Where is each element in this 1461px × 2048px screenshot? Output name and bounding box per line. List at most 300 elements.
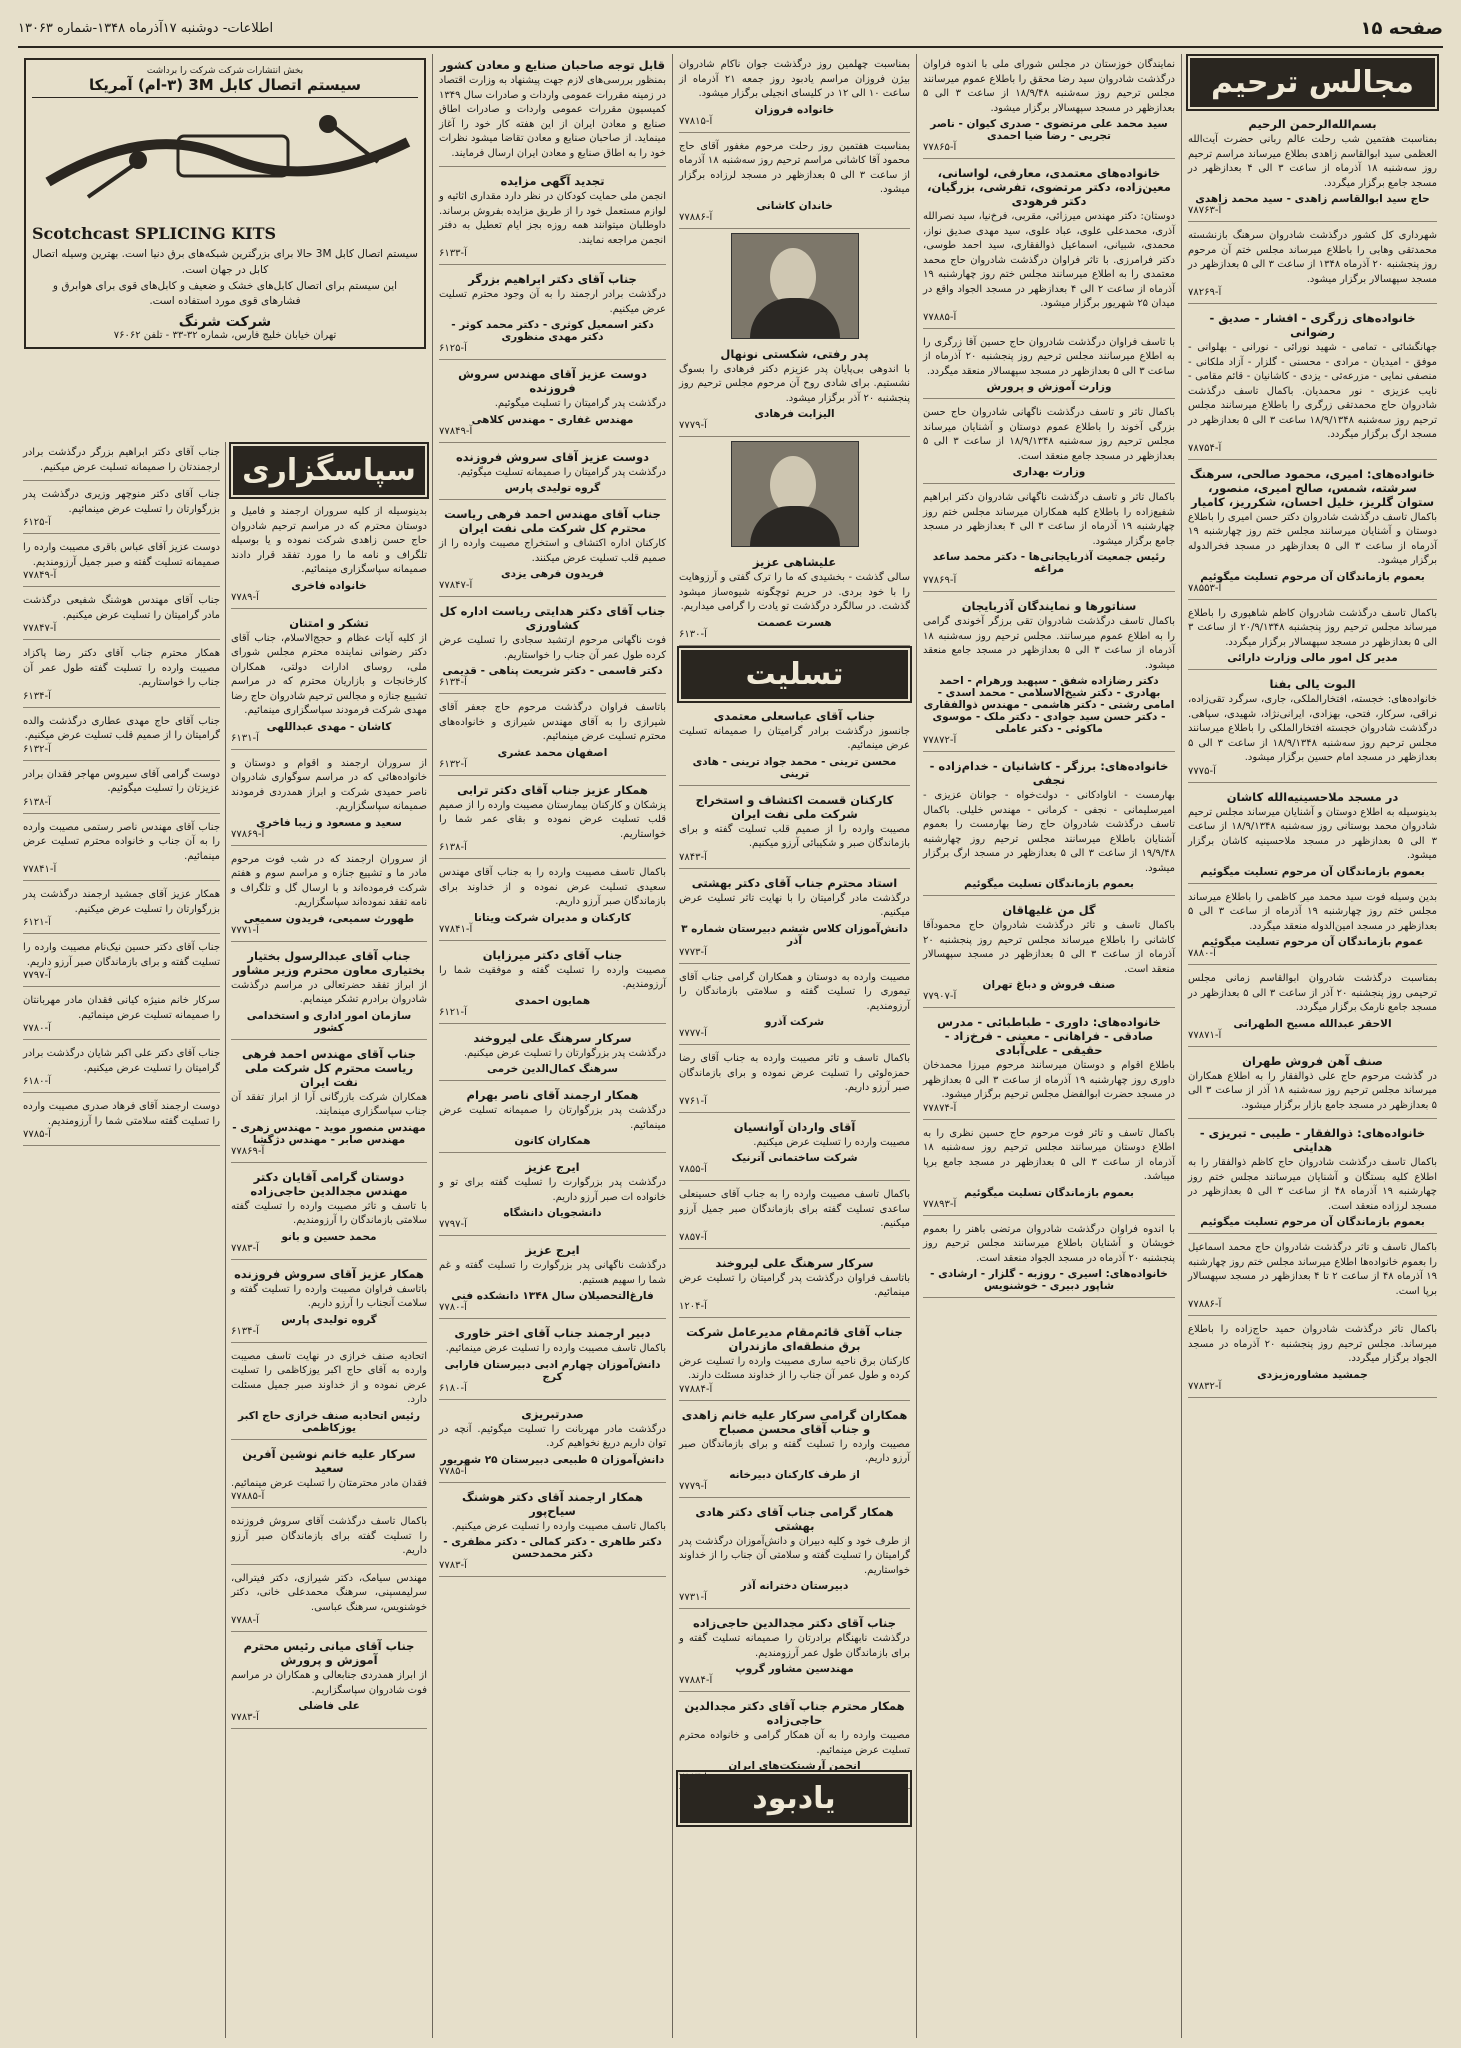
notice-code: آ-۷۸۵۷	[679, 1231, 707, 1243]
notice-title: جناب آقای مهندس احمد فرهی ریاست محترم کل شرکت ملی نفت ایران	[444, 507, 661, 535]
notice-signature: هسرت عصمت	[757, 616, 832, 629]
notice-signature: بعموم بازماندگان آن مرحوم تسلیت میگوئیم	[1200, 570, 1425, 583]
notice-code: آ-۷۷۶۱	[679, 1095, 707, 1107]
notice-item	[679, 1116, 910, 1182]
notice-title: جناب آقای مهندس احمد فرهی ریاست محترم کل شرکت ملی نفت ایران	[242, 1046, 416, 1089]
ad-product-name: Scotchcast SPLICING KITS	[32, 224, 277, 243]
notice-signature: الیزابت فرهادی	[754, 408, 835, 420]
notice-body: پزشکان و کارکنان بیمارستان مصیبت وارده را از صمیم قلب تسلیت عرض نموده و بقای عمر شما را خواستاریم.	[439, 799, 666, 840]
notice-item	[23, 990, 220, 1040]
notice-signature: خانواده‌ فاخری	[291, 579, 367, 592]
notice-item	[231, 1346, 427, 1440]
ad-address: تهران خیابان خلیج فارس، شماره ۳۲-۳۳ - تلفن ۷۶۰۶۲	[113, 330, 337, 341]
notice-title: دوست عزیز آقای سروش فروزنده	[455, 449, 650, 464]
notice-body: باتاسف فراوان درگذشت پدر گرامیتان را تسلیت عرض مینمائیم.	[679, 1272, 910, 1298]
notice-item	[23, 1043, 220, 1093]
notice-item	[679, 967, 910, 1046]
3m-cable-ad	[24, 58, 426, 349]
notice-body: از ابراز تفقد حضرتعالی در مراسم درگذشت شادروان برادرم تشکر مینمایم.	[231, 979, 427, 1005]
notice-body: باکمال تاسف و تاثر درگذشت شادروان حاج محمودآقا کاشانی را باطلاع میرساند مجلس ترحیم روز پنجشنبه ۲۰ آذرماه از ساعت ۳ الی ۵ بعدازظهر در مسجد سپهسالار منعقد است.	[923, 920, 1175, 975]
notice-item	[231, 1511, 427, 1565]
notice-title: علیشاهی عزیز	[752, 555, 837, 569]
notice-item	[1188, 1237, 1437, 1316]
notice-code: آ-۷۷۸۵	[23, 1129, 51, 1140]
notice-code: آ-۷۷۸۹	[231, 591, 259, 603]
notice-body: در گذشت مرحوم حاج علی ذوالفقار را به اطلاع همکاران میرساند مجلس ترحیم روز سه‌شنبه ۱۸ آذر از ساعت ۳ الی ۵ بعدازظهر در مسجد جامع بازار برگزار میشود.	[1188, 1070, 1437, 1111]
ad-top-note: بخش انتشارات شرکت شرکت را برداشت	[146, 66, 304, 76]
notice-item	[923, 899, 1175, 1008]
notice-body: باکمال تاسف مصیبت وارده را تسلیت عرض مینمائیم.	[445, 1343, 666, 1354]
notice-code: آ-۷۷۸۸۶	[1188, 1299, 1222, 1310]
notice-code: آ-۶۱۸۰	[439, 1382, 467, 1394]
notice-item	[231, 1043, 427, 1163]
notice-signature: همایون احمدی	[514, 994, 591, 1007]
notice-code: آ-۷۸۵۵	[679, 1164, 707, 1175]
notice-title: گل من غلیهاقان	[1002, 903, 1096, 917]
notice-item	[679, 1404, 910, 1498]
notice-body: درگذشت پدر گرامیتان را صمیمانه تسلیت میگوئیم.	[457, 466, 666, 478]
notice-item	[231, 1635, 427, 1729]
notice-code: آ-۷۷۸۸۶	[679, 211, 713, 223]
notice-body: باکمال تاسف درگذشت آقای سروش فروزنده را تسلیت گفته برای بازماندگان صبر آرزو داریم.	[231, 1516, 427, 1556]
notice-item	[23, 590, 220, 640]
notice-item	[231, 945, 427, 1040]
notice-title: جناب آقای دکتر میرزایان	[482, 947, 623, 962]
notice-signature: بعموم بازماندگان تسلیت میگوئیم	[964, 878, 1134, 890]
notice-code: آ-۷۷۸۰	[439, 1302, 467, 1313]
notice-item	[231, 1443, 427, 1509]
notice-item	[439, 170, 666, 265]
column-2	[916, 54, 1181, 2038]
notice-item	[923, 755, 1175, 896]
notice-item	[439, 944, 666, 1024]
notice-title: دوست عزیز آقای مهندس سروش فروزنده	[458, 367, 647, 395]
notice-title: پدر رفتی، شکستی نونهال	[720, 346, 869, 361]
notice-code: آ-۷۷۹۷	[23, 970, 51, 981]
notice-signature: بعموم بازماندگان تسلیت میگوئیم	[964, 1186, 1134, 1199]
notice-body: جناب آقای دکتر حسین نیک‌نام مصیبت وارده را تسلیت گفته و برای بازماندگان صبر آرزو داریم.	[23, 942, 220, 968]
notice-body: مصیبت وارده را تسلیت گفته و موفقیت شما را آرزومندیم.	[439, 964, 666, 990]
notice-body: سرکار خانم منیژه کیانی فقدان مادر مهربانتان را صمیمانه تسلیت عرض مینمائیم.	[23, 995, 220, 1021]
notice-item	[439, 600, 666, 694]
notice-body: بدین وسیله فوت سید محمد میر کاظمی را باطلاع میرساند مجلس ختم روز چهارشنبه ۱۹ آذرماه از ساعت ۳ الی ۵ بعدازظهر در مسجد امین‌الدوله منعقد میگردد.	[1188, 891, 1437, 932]
notice-item	[1188, 968, 1437, 1047]
notice-body: بمناسبت چهلمین روز درگذشت جوان ناکام شادروان بیژن فروزان مراسم یادبود روز جمعه ۲۱ آذرماه از ساعت ۱۰ الی ۱۲ در کلیسای انجیلی برگزار میشود.	[679, 59, 910, 99]
ad-body-2: این سیستم برای اتصال کابل‌های خشک و ضعیف و کابل‌های قوی برای هوابرق و فشارهای قوی مورد استفاده است.	[52, 279, 398, 308]
notice-code: آ-۷۸۸۰	[1188, 948, 1216, 959]
notice-title: خانواده‌های زرگری - افشار - صدیق - رضوانی	[1209, 311, 1416, 339]
section-header-sepasgozari: سپاسگزاری	[233, 446, 425, 495]
notice-list	[1188, 113, 1437, 1398]
notice-code: آ-۷۸۵۵۳	[1188, 582, 1222, 594]
ad-body: سیستم اتصال کابل 3M حالا برای بزرگترین شبکه‌های برق دنیا است. بهترین وسیله اتصال کابل در جهان است.	[32, 248, 418, 276]
notice-item	[23, 1096, 220, 1146]
notice-item	[679, 136, 910, 229]
notice-item	[679, 54, 910, 133]
notice-signature: دانش‌آموزان ۵ طبیعی دبیرستان ۲۵ شهریور	[440, 1453, 665, 1466]
notice-title: آقای واردان آوانسیان	[733, 1119, 856, 1134]
notice-code: آ-۷۷۸۹۳	[923, 1198, 957, 1210]
notice-title: سرکار سرهنگ علی لیروخند	[473, 1030, 632, 1045]
notice-signature: سازمان امور اداری و استخدامی کشور	[246, 1009, 412, 1034]
notice-item	[439, 54, 666, 167]
notice-code: آ-۷۷۷۹	[679, 420, 707, 431]
notice-body: همکاران شرکت بازرگانی آرا از ابراز تفقد آن جناب سپاسگزاری مینمایند.	[231, 1091, 427, 1117]
notice-item	[679, 1048, 910, 1113]
notice-item	[923, 1011, 1175, 1120]
notice-title: همکاران گرامی سرکار علیه خانم زاهدی و جناب آقای محسن مصباح	[681, 1407, 908, 1436]
notice-item	[923, 54, 1175, 159]
notice-code: آ-۷۷۸۳	[231, 1242, 259, 1254]
notice-signature: رئیس اتحادیه صنف خرازی حاج اکبر یوزکاظمی	[237, 1409, 421, 1434]
notice-code: آ-۶۱۳۳	[439, 248, 467, 259]
notice-code: آ-۷۷۸۴۷	[23, 623, 57, 634]
notice-signature: وزارت بهداری	[1012, 466, 1086, 478]
notice-code: آ-۶۱۲۵	[439, 343, 467, 354]
notice-signature: علی فاضلی	[298, 1700, 360, 1712]
notice-signature: مهندس غفاری - مهندس کلاهی	[471, 413, 634, 426]
notice-code: آ-۷۷۸۴۷	[439, 580, 473, 591]
notice-body: با تاسف فراوان درگذشت شادروان حاج حسین آقا زرگری را به اطلاع میرسانند مجلس ترحیم روز پنجشنبه ۲۰ آذرماه از ساعت ۳ الی ۵ بعدازظهر در مسجد سپهسالار منعقد میگردد.	[923, 336, 1175, 377]
ad-company: شرکت شرنگ	[178, 314, 272, 330]
notice-code: آ-۷۷۸۶۹	[923, 575, 957, 586]
notice-signature: صنف فروش و دباغ تهران	[982, 979, 1116, 991]
notice-signature: الاحقر عبدالله مسیح الطهرانی	[1233, 1017, 1392, 1030]
ad-title: سیستم اتصال کابل 3M (۳-ام) آمریکا	[32, 76, 418, 98]
notice-signature: دانش‌آموزان کلاس ششم دبیرستان شماره ۳ آذر	[681, 922, 908, 947]
notice-body: باطلاع اقوام و دوستان میرسانند مرحوم میرزا محمدخان داوری روز چهارشنبه ۱۹ آذرماه از ساعت ۳ الی ۵ بعدازظهر در مسجد حضرت ابوالفضل مجلس ترحیم برگزار میشود.	[923, 1060, 1175, 1100]
notice-title: سرکار سرهنگ علی لیروخند	[715, 1255, 874, 1270]
notice-body: بمنظور بررسی‌های لازم جهت پیشنهاد به وزارت اقتصاد در زمینه مقررات عمومی واردات و صادرات سال ۱۳۴۹ کمیسیون مقررات عمومی واردات و صادرات اطاق صنایع و معادن ایران از این هفته کار خود را آغاز مینماید. از صاحبان صنایع و معادن تقاضا میشود نظرات خود را به اطاق صنایع و معادن ایران ارسال فرمایند.	[439, 75, 666, 159]
notice-code: آ-۷۷۸۸۵	[231, 1491, 265, 1502]
notice-signature: محمد حسین و بانو	[281, 1230, 377, 1243]
notice-title: صدرتبریزی	[521, 1406, 584, 1421]
notice-title: سرکار علیه خانم نوشین آفرین سعید	[242, 1446, 416, 1475]
notice-signature: فریدون فرهی یزدی	[500, 568, 604, 580]
notice-code: آ-۶۱۲۱	[23, 917, 51, 928]
notice-body: با تاسف و تاثر مصیبت وارده را تسلیت گفته سلامتی بازماندگان را آرزومندیم.	[231, 1200, 427, 1226]
notice-title: جناب آقای دکتر ابراهیم بزرگر	[468, 272, 637, 286]
notice-body: از سروران ارجمند که در شب فوت مرحوم مادر ما و تشییع جنازه و مراسم سوم و هفتم شرکت فرموده‌اند و با ارسال گل و تلگراف و نامه تفقد نموده‌اند سپاسگزاریم.	[231, 853, 427, 908]
notice-body: درگذشت مادر گرامیتان را با نهایت تاثر تسلیت عرض میکنیم.	[679, 892, 910, 918]
notice-body: باکمال تاسف درگذشت شادروان تقی برزگر آخوندی گرامی را به اطلاع عموم میرسانند. مجلس ترحیم روز سه‌شنبه ۱۸ آذرماه از ساعت ۳ الی ۵ بعدازظهر در مسجد جامع منعقد میشود.	[923, 616, 1175, 671]
notice-code: آ-۷۷۹۷	[439, 1219, 467, 1230]
notice-title: خانواده‌های: ذوالفقار - طیبی - تبریزی - هدایتی	[1199, 1126, 1426, 1154]
notice-code: آ-۷۸۴۳	[679, 851, 707, 863]
notice-item	[1188, 1050, 1437, 1120]
notice-item	[679, 705, 910, 786]
notice-signature: مهندس منصور موید - مهندس زهری - مهندس صابر - مهندس دژگشا	[232, 1121, 426, 1146]
notice-body: باکمال تاسف مصیبت وارده را به جناب آقای مهندس سعیدی تسلیت عرض نموده و از خداوند برای بازماندگان صبر آرزو داریم.	[439, 867, 666, 907]
notice-item	[231, 501, 427, 609]
notice-item	[439, 1156, 666, 1236]
notice-body: از سروران ارجمند و اقوام و دوستان و خانواده‌هائی که در مراسم سوگواری شادروان ناصر حمیدی شرکت و ابراز همدردی فرمودند صمیمانه سپاسگزاریم.	[231, 757, 427, 812]
notice-body: باکمال تاسف درگذشت شادروان حاج کاظم ذوالفقار را به اطلاع کلیه بستگان و آشنایان میرسانند مجلس ختم روز چهارشنبه ۱۹ آذرماه ۴۸ از ساعت ۳ الی ۵ بعدازظهر در مسجد لرزاده منعقد است.	[1188, 1157, 1437, 1212]
masthead	[18, 10, 1443, 48]
notice-body: جناب آقای مهندس هوشنگ شفیعی درگذشت مادر گرامیتان را تسلیت عرض میکنیم.	[23, 595, 220, 621]
notice-body: سالی گذشت - بخشیدی که ما را ترک گفتی و آرزوهایت را با خود بردی. در حریم توچگونه شیوه‌ساز میشود گذشت. در سالگرد درگذشت تو یادت را گرامی میداریم.	[679, 572, 910, 612]
notice-title: قابل توجه صاحبان صنایع و معادن کشور	[439, 58, 666, 72]
notice-body: باتاسف فراوان مصیبت وارده را تسلیت گفته و سلامت آنجناب را آرزو داریم.	[231, 1283, 427, 1309]
notice-signature: همکاران کانون	[514, 1135, 591, 1147]
notice-signature: طهورث سمیعی، فریدون سمیعی	[243, 912, 415, 925]
notice-signature: حاج سید ابوالقاسم زاهدی - سید محمد زاهدی	[1195, 193, 1430, 205]
notice-item	[23, 537, 220, 587]
notice-item	[439, 862, 666, 941]
notice-title: جناب آقای میانی رئیس محترم آموزش و پرورش	[243, 1639, 415, 1667]
column-6-right	[225, 442, 432, 2038]
notice-signature: دکتر رضازاده شفق - سپهبد ورهرام - احمد بهادری - دکتر شیخ‌الاسلامی - محمد اسدی - امامی رشتی - دکتر هاشمی - مهندس ذوالفقاری - دکتر حسن سید جوادی - دکتر ملک - موسوی ماکوئی - دکتر عاملی	[923, 675, 1175, 735]
notice-body: همکار عزیز آقای جمشید ارجمند درگذشت پدر بزرگوارتان را تسلیت عرض میکنیم.	[23, 889, 220, 915]
notice-signature: فارغ‌التحصیلان سال ۱۳۴۸ دانشکده فنی	[451, 1290, 654, 1302]
notice-item	[23, 817, 220, 882]
notice-title: دوستان گرامی آقایان دکتر مهندس مجدالدین حاجی‌زاده	[250, 1169, 408, 1198]
notice-signature: کاشان - مهدی عبداللهی	[266, 720, 392, 733]
notice-title: کارکنان قسمت اکتشاف و استخراج شرکت ملی نفت ایران	[695, 792, 894, 821]
yadbood-block	[672, 1770, 916, 1829]
notice-title: ایرج عزیز	[525, 1160, 580, 1174]
notice-title: ایرج عزیز	[525, 1243, 580, 1257]
notice-code: آ-۷۷۸۶۹	[231, 1145, 265, 1157]
notice-code: آ-۷۷۸۸۴	[679, 1383, 713, 1395]
notice-item	[1188, 1122, 1437, 1234]
notice-item	[23, 643, 220, 708]
notice-body: با اندوه فراوان درگذشت شادروان مرتضی باهنر را بعموم خویشان و آشنایان باطلاع میرسانند مجلس ترحیم روز پنجشنبه ۲۰ آذرماه در مسجد الجواد منعقد است.	[923, 1223, 1175, 1264]
notice-signature: اصفهان محمد عشری	[497, 746, 608, 759]
notice-code: آ-۷۷۷۱	[231, 924, 259, 936]
notice-body: باکمال تاسف درگذشت شادروان کاظم شاهپوری را باطلاع میرساند مجلس ترحیم روز پنجشنبه ۲۰/۹/۱۳۴۸ از ساعت ۳ الی ۵ بعدازظهر در مسجد سپهسالار برگزار میگردد.	[1188, 607, 1437, 648]
notice-body: از طرف خود و کلیه دبیران و دانش‌آموزان درگذشت پدر گرامیتان را تسلیت گفته و سلامتی آن جناب را از خداوند خواستاریم.	[679, 1535, 910, 1576]
notice-body: باکمال تاسف و تاثر فوت مرحوم حاج حسین نظری را به اطلاع دوستان میرسانند مجلس ترحیم روز سه‌شنبه ۱۸ آذرماه از ساعت ۳ الی ۵ بعدازظهر در مسجد جامع برپا میباشد.	[923, 1127, 1175, 1182]
notice-body: فوت ناگهانی مرحوم ارتشبد سجادی را تسلیت عرض کرده طول عمر آن جناب را خواستاریم.	[439, 635, 666, 661]
notice-body: بدینوسیله از کلیه سروران ارجمند و فامیل و دوستان محترم که در مراسم ترحیم شادروان حاج حسن زاهدی شرکت نموده و یا بوسیله تلگراف و نامه ما را مورد تفقد قرار دادند صمیمانه سپاسگزاری مینمائیم.	[231, 506, 427, 575]
notice-item	[1188, 463, 1437, 600]
notice-body: دوست گرامی آقای سیروس مهاجر فقدان برادر عزیزتان را تسلیت میگوئیم.	[23, 768, 220, 794]
issue-info: اطلاعات- دوشنبه ۱۷آذرماه ۱۳۴۸-شماره ۱۳۰۶۳	[18, 20, 274, 36]
notice-list	[679, 705, 910, 1790]
notice-code: آ-۷۷۸۷۲	[923, 735, 957, 746]
notice-body: جانسوز درگذشت برادر گرامیتان را صمیمانه تسلیت عرض مینمائیم.	[679, 725, 910, 751]
notice-title: همکار ارجمند آقای ناصر بهرام	[466, 1088, 639, 1102]
notice-body: اتحادیه صنف خرازی در نهایت تاسف مصیبت وارده به آقای حاج اکبر یوزکاظمی را تسلیت عرض نموده و از خداوند صبر جمیل مسئلت دارد.	[231, 1350, 427, 1405]
notice-body: نمایندگان خوزستان در مجلس شورای ملی با اندوه فراوان درگذشت شادروان سید رضا محقق را باطلاع عموم میرسانند مجلس ترحیم روز سه‌شنبه ۱۸/۹/۴۸ از ساعت ۳ الی ۵ بعدازظهر در مسجد سپهسالار برگزار میشود.	[923, 59, 1176, 114]
notice-code: آ-۷۷۸۱۵	[679, 115, 713, 127]
notice-body: دوست ارجمند آقای فرهاد صدری مصیبت وارده را تسلیت گفته سلامتی شما را آرزومندیم.	[23, 1101, 220, 1127]
newspaper-page	[18, 10, 1443, 2038]
notice-code: آ-۷۷۸۶۵	[923, 142, 957, 153]
notice-code: آ-۶۱۳۴	[439, 677, 467, 688]
notice-item	[439, 268, 666, 360]
notice-list	[23, 442, 220, 1146]
notice-item	[923, 402, 1175, 484]
notice-title: دبیر ارجمند جناب آقای اختر خاوری	[454, 1326, 651, 1340]
column-6	[18, 442, 432, 2038]
column-4	[432, 54, 672, 2038]
notice-code: آ-۷۷۸۴۱	[439, 923, 473, 935]
notice-signature: شرکت آذرو	[764, 1016, 825, 1028]
notice-title: جناب آقای عبدالرسول بختیار بختیاری معاون محترم وزیر مشاور	[232, 948, 426, 977]
notice-body: درگذشت پدر گرامیتان را تسلیت میگوئیم.	[494, 398, 666, 409]
notice-item	[1188, 603, 1437, 671]
portrait-photo	[731, 441, 859, 547]
notice-code: آ-۶۱۳۰	[679, 628, 707, 640]
notice-title: تشکر و امتنان	[289, 615, 369, 630]
notice-body: مصیبت وارده را تسلیت عرض میکنیم.	[753, 1136, 910, 1148]
notice-code: آ-۱۲۰۴	[679, 1300, 707, 1312]
notice-code: آ-۷۷۸۳	[439, 1560, 467, 1571]
notice-item	[231, 849, 427, 942]
notice-item	[439, 1486, 666, 1578]
notice-signature: دانش‌آموزان چهارم ادبی دبیرستان فارابی کرج	[444, 1358, 661, 1383]
notice-body: جهانگشائی - تمامی - شهید نورائی - نورانی - بهلوانی - موفق - امیدیان - مرادی - محسنی - گلزار - آزاد ملکانی - منصفی نمایی - مزرعه‌ئی - یزدی - کاشانیان - قائم مقامی - نایب عزیزی - نور محمدیان. باکمال تاسف درگذشت شادروان حاج محمدتقی زرگری را باطلاع میرسانند مجلس ترحیم روز سه‌شنبه ۱۸/۹/۱۳۴۸ ساعت ۳ الی ۵ بعدازظهر در مسجد ارگ برگزار میگردد.	[1188, 342, 1437, 440]
notice-list	[231, 501, 427, 1729]
notice-title: در مسجد ملاحسینیه‌الله کاشان	[1226, 789, 1399, 804]
notice-item	[231, 612, 427, 750]
notice-body: مهندس سیامک، دکتر شیرازی، دکتر فیترالی، سرلیمسپنی، سرهنگ محمد‌علی خانی، دکتر خوشنویس، سرهنگ عباسی.	[231, 1572, 427, 1613]
notice-signature: از طرف کارکنان دبیرخانه	[729, 1468, 860, 1481]
notice-signature: سید محمد علی مرتضوی - صدری کیوان - ناصر تجریی - رضا ضیا احمدی	[930, 118, 1168, 142]
notice-signature: مهندسین مشاور گروپ	[735, 1663, 854, 1675]
notice-item	[231, 753, 427, 846]
notice-body: جناب آقای دکتر علی اکبر شایان درگذشت برادر گرامیتان را تسلیت عرض میکنیم.	[23, 1048, 220, 1074]
notice-signature: دکتر طاهری - دکتر کمالی - دکتر مظفری - دکتر محمدحسن	[443, 1536, 662, 1560]
notice-title: همکار عزیز آقای سروش فروزنده	[234, 1266, 424, 1281]
notice-list	[679, 54, 910, 229]
notice-item	[439, 363, 666, 443]
notice-title: همکار عزیز جناب آقای دکتر ترابی	[457, 782, 648, 797]
notice-body: درگذشت پدر بزرگوارتان را تسلیت عرض میکنیم.	[463, 1047, 666, 1059]
column-1	[1181, 54, 1443, 2038]
notice-body: انجمن ملی حمایت کودکان در نظر دارد مقداری اثاثیه و لوازم مستعمل خود را از طریق مزایده بفروش برساند. داوطلبان میتوانند همه روزه بجز ایام تعطیل به دفتر انجمن مراجعه نمایند.	[439, 191, 666, 246]
notice-body: جناب آقای دکتر ابراهیم بزرگر درگذشت برادر ارجمندتان را صمیمانه تسلیت عرض میکنیم.	[23, 447, 220, 473]
notice-body: باکمال تاسف مصیبت وارده را تسلیت عرض میکنیم.	[451, 1520, 666, 1532]
notice-item	[679, 789, 910, 869]
notice-code: آ-۷۷۸۸	[231, 1615, 259, 1626]
notice-body: همکار محترم جناب آقای دکتر رضا پاکزاد مصیبت وارده را تسلیت گفته طول عمر آن جناب را خواستاریم.	[23, 648, 220, 688]
notice-item	[231, 1263, 427, 1343]
notice-item	[1188, 307, 1437, 460]
section-header-yadbood: یادبود	[680, 1774, 908, 1823]
notice-item	[679, 1612, 910, 1692]
notice-title: همکار ارجمند آقای دکتر هوشنگ سیاح‌پور	[462, 1489, 643, 1518]
notice-title: جناب آقای عباسعلی معتمدی	[713, 708, 876, 723]
portrait-photo	[731, 233, 859, 339]
notice-code: آ-۶۱۳۲	[439, 758, 467, 770]
notice-title: خانواده‌های: برزگر - کاشانیان - خدام‌زاده - نجفی	[929, 759, 1169, 787]
notice-item	[231, 1166, 427, 1260]
notice-body: باکمال تاسف مصیبت وارده را به جناب آقای حسینعلی ساعدی تسلیت گفته برای بازماندگان صبر جمیل آرزو میکنیم.	[679, 1189, 910, 1229]
notice-signature: بعموم بازماندگان آن مرحوم تسلیت میگوئیم	[1200, 1216, 1425, 1228]
notice-signature: عموم بازماندگان آن مرحوم تسلیت میگوئیم	[1201, 936, 1424, 948]
notice-item	[439, 697, 666, 776]
notice-title: بسم‌الله‌الرحمن الرحیم	[1248, 117, 1377, 131]
notice-body: درگذشت پدر بزرگوارتان را صمیمانه تسلیت عرض مینمائیم.	[439, 1105, 666, 1131]
notice-body: جناب آقای مهندس ناصر رستمی مصیبت وارده را به آن جناب و خانواده محترم تسلیت عرض مینمائیم.	[23, 821, 220, 862]
notice-signature: محسن ترینی - محمد جواد ترینی - هادی ترینی	[692, 755, 897, 780]
notice-signature: دکتر اسمعیل کوثری - دکتر محمد کوثر - دکتر مهدی منظوری	[451, 319, 654, 343]
notice-list	[439, 54, 666, 1577]
notice-item	[1188, 887, 1437, 966]
notice-item	[439, 1084, 666, 1153]
notice-list	[679, 343, 910, 438]
notice-item	[679, 343, 910, 438]
notice-item	[439, 446, 666, 501]
notice-item	[1188, 1319, 1437, 1398]
notice-code: آ-۷۷۹۰۷	[923, 991, 957, 1002]
notice-body: درگذشت برادر ارجمند را به آن وجود محترم تسلیت عرض میکنیم.	[439, 289, 666, 315]
notice-body: شهرداری کل کشور درگذشت شادروان سرهنگ بازنشسته محمدتقی وهابی را باطلاع میرساند مجلس ختم آن مرحوم روز پنجشنبه ۲۰ آذرماه ۱۳۴۸ از ساعت ۳ الی ۵ بعدازظهر در مسجد سپهسالار برگزار میشود.	[1188, 230, 1437, 285]
notice-code: آ-۷۷۸۸۴	[679, 1675, 713, 1686]
notice-body: جناب آقای حاج مهدی عطاری درگذشت والده گرامیتان را از صمیم قلب تسلیت عرض میکنیم.	[23, 715, 220, 741]
notice-code: آ-۶۱۳۲	[23, 743, 51, 755]
notice-body: درگذشت پدر بزرگوارت را تسلیت گفته برای تو و خانواده ات صبر آرزو داریم.	[439, 1177, 666, 1203]
notice-body: باکمال تاثر درگذشت شادروان حمید حاج‌زاده را باطلاع میرساند. مجلس ترحیم روز پنجشنبه ۲۰ آذرماه در مسجد الجواد برگزار میگردد.	[1188, 1324, 1437, 1364]
notice-title: خانواده‌های معتمدی، معارفی، لواسانی، معین‌زاده، دکتر مرتضوی، تفرشی، بزرگیان، دکتر فرهودی	[927, 166, 1171, 208]
notice-item	[1188, 786, 1437, 884]
notice-code: آ-۷۷۷۵	[1188, 765, 1216, 777]
notice-code: آ-۷۷۸۶۹	[231, 828, 265, 840]
notice-signature: شرکت ساختمانی آترنیک	[731, 1152, 858, 1164]
notice-item	[923, 1123, 1175, 1216]
notice-body: باکمال تاثر و تاسف درگذشت ناگهانی شادروان دکتر ابراهیم شفیع‌زاده را باطلاع کلیه همکاران میرساند مجلس ختم روز چهارشنبه ۱۹ آذرماه از ساعت ۳ الی ۴ بعدازظهر در مسجد جامع برگزار میشود.	[923, 492, 1175, 547]
notice-code: آ-۷۸۲۶۹	[1188, 287, 1222, 298]
notice-code: آ-۶۱۳۱	[231, 732, 259, 744]
notice-signature: جمشید مشاوره‌زیزدی	[1257, 1368, 1368, 1381]
notice-signature: سعید و مسعود و زیبا فاخری	[256, 816, 402, 829]
notice-body: مصیبت وارده را تسلیت گفته و برای بازماندگان صبر آرزو داریم.	[679, 1438, 910, 1464]
notice-code: آ-۷۷۷۹	[679, 1480, 707, 1492]
notice-item	[439, 779, 666, 860]
notice-code: آ-۶۱۳۸	[439, 842, 467, 853]
notice-title: جناب آقای قائم‌مقام مدیرعامل شرکت برق منطقه‌ای مازندران	[686, 1324, 903, 1353]
notice-body: کارکنان اداره اکتشاف و استخراج مصیبت وارده را از صمیم قلب تسلیت عرض میکنند.	[439, 538, 666, 564]
notice-body: از ابراز همدردی جنابعالی و همکاران در مراسم فوت شادروان سپاسگزاریم.	[231, 1670, 427, 1696]
notice-code: آ-۷۷۷۳	[679, 946, 707, 958]
notice-item	[23, 484, 220, 534]
notice-body: مصیبت وارده به دوستان و همکاران گرامی جناب آقای تیموری را تسلیت گفته و سلامتی بازماندگان را آرزومندیم.	[679, 971, 910, 1012]
notice-code: آ-۶۱۲۱	[439, 1006, 467, 1018]
notice-item	[23, 442, 220, 481]
notice-body: باکمال تاسف و تاثر مصیبت وارده به جناب آقای رضا حمزه‌لوئی را تسلیت عرض نموده و برای بازماندگان صبر آرزو داریم.	[679, 1053, 910, 1093]
notice-body: مصیبت وارده را به آن همکار گرامی و خانواده محترم تسلیت عرض مینمائیم.	[679, 1730, 910, 1756]
notice-body: بمناسبت هفتمین شب رحلت عالم ربانی حضرت آیت‌الله العظمی سید ابوالقاسم زاهدی بطلاع میرساند مراسم ترحیم روز سه‌شنبه ۱۸ آذرماه از ساعت ۳ الی ۴ بعدازظهر در مسجد جامع برگزار میگردد.	[1188, 134, 1437, 189]
notice-signature: مدیر کل امور مالی وزارت دارائی	[1227, 652, 1398, 664]
notice-item	[439, 503, 666, 597]
notice-item	[923, 162, 1175, 329]
notice-body: درگذشت ناگهانی پدر بزرگوارت را تسلیت گفته و غم شما را سهیم هستیم.	[439, 1260, 666, 1286]
notice-item	[679, 551, 910, 646]
notice-code: آ-۶۱۳۴	[231, 1325, 259, 1337]
notice-item	[23, 764, 220, 814]
notice-title: جناب آقای دکتر هدایتی ریاست اداره کل کشاورزی	[439, 604, 666, 632]
notice-list	[923, 54, 1175, 1298]
notice-item	[679, 872, 910, 964]
notice-item	[23, 937, 220, 987]
notice-item	[439, 1322, 666, 1400]
notice-code: آ-۶۱۳۴	[23, 690, 51, 702]
notice-item	[439, 1027, 666, 1082]
notice-item	[1188, 225, 1437, 304]
notice-body: دوست عزیز آقای عباس باقری مصیبت وارده را صمیمانه تسلیت گفته و صبر جمیل آرزومندیم.	[23, 542, 220, 568]
notice-code: آ-۷۷۸۰	[23, 1023, 51, 1034]
notice-signature: خانواده‌ فروزان	[754, 103, 835, 116]
notice-signature: رئیس جمعیت آذربایجانی‌ها - دکتر محمد ساعد مراغه	[932, 551, 1166, 575]
notice-list	[679, 551, 910, 646]
notice-item	[23, 711, 220, 761]
notice-body: درگذشت نابهنگام برادرتان را صمیمانه تسلیت گفته و برای بازماندگان طول عمر آرزومندیم.	[679, 1633, 910, 1659]
notice-signature: دانشجویان دانشگاه	[503, 1207, 602, 1219]
notice-body: باکمال تاثر و تاسف درگذشت ناگهانی شادروان حاج حسن بزرگی آخوند را باطلاع عموم دوستان و آشنایان میرساند مجلس ترحیم روز سه‌شنبه ۱۸/۹/۱۳۴۸ از ساعت ۳ الی ۵ بعدازظهر در مسجد جامع منعقد است.	[923, 407, 1175, 462]
